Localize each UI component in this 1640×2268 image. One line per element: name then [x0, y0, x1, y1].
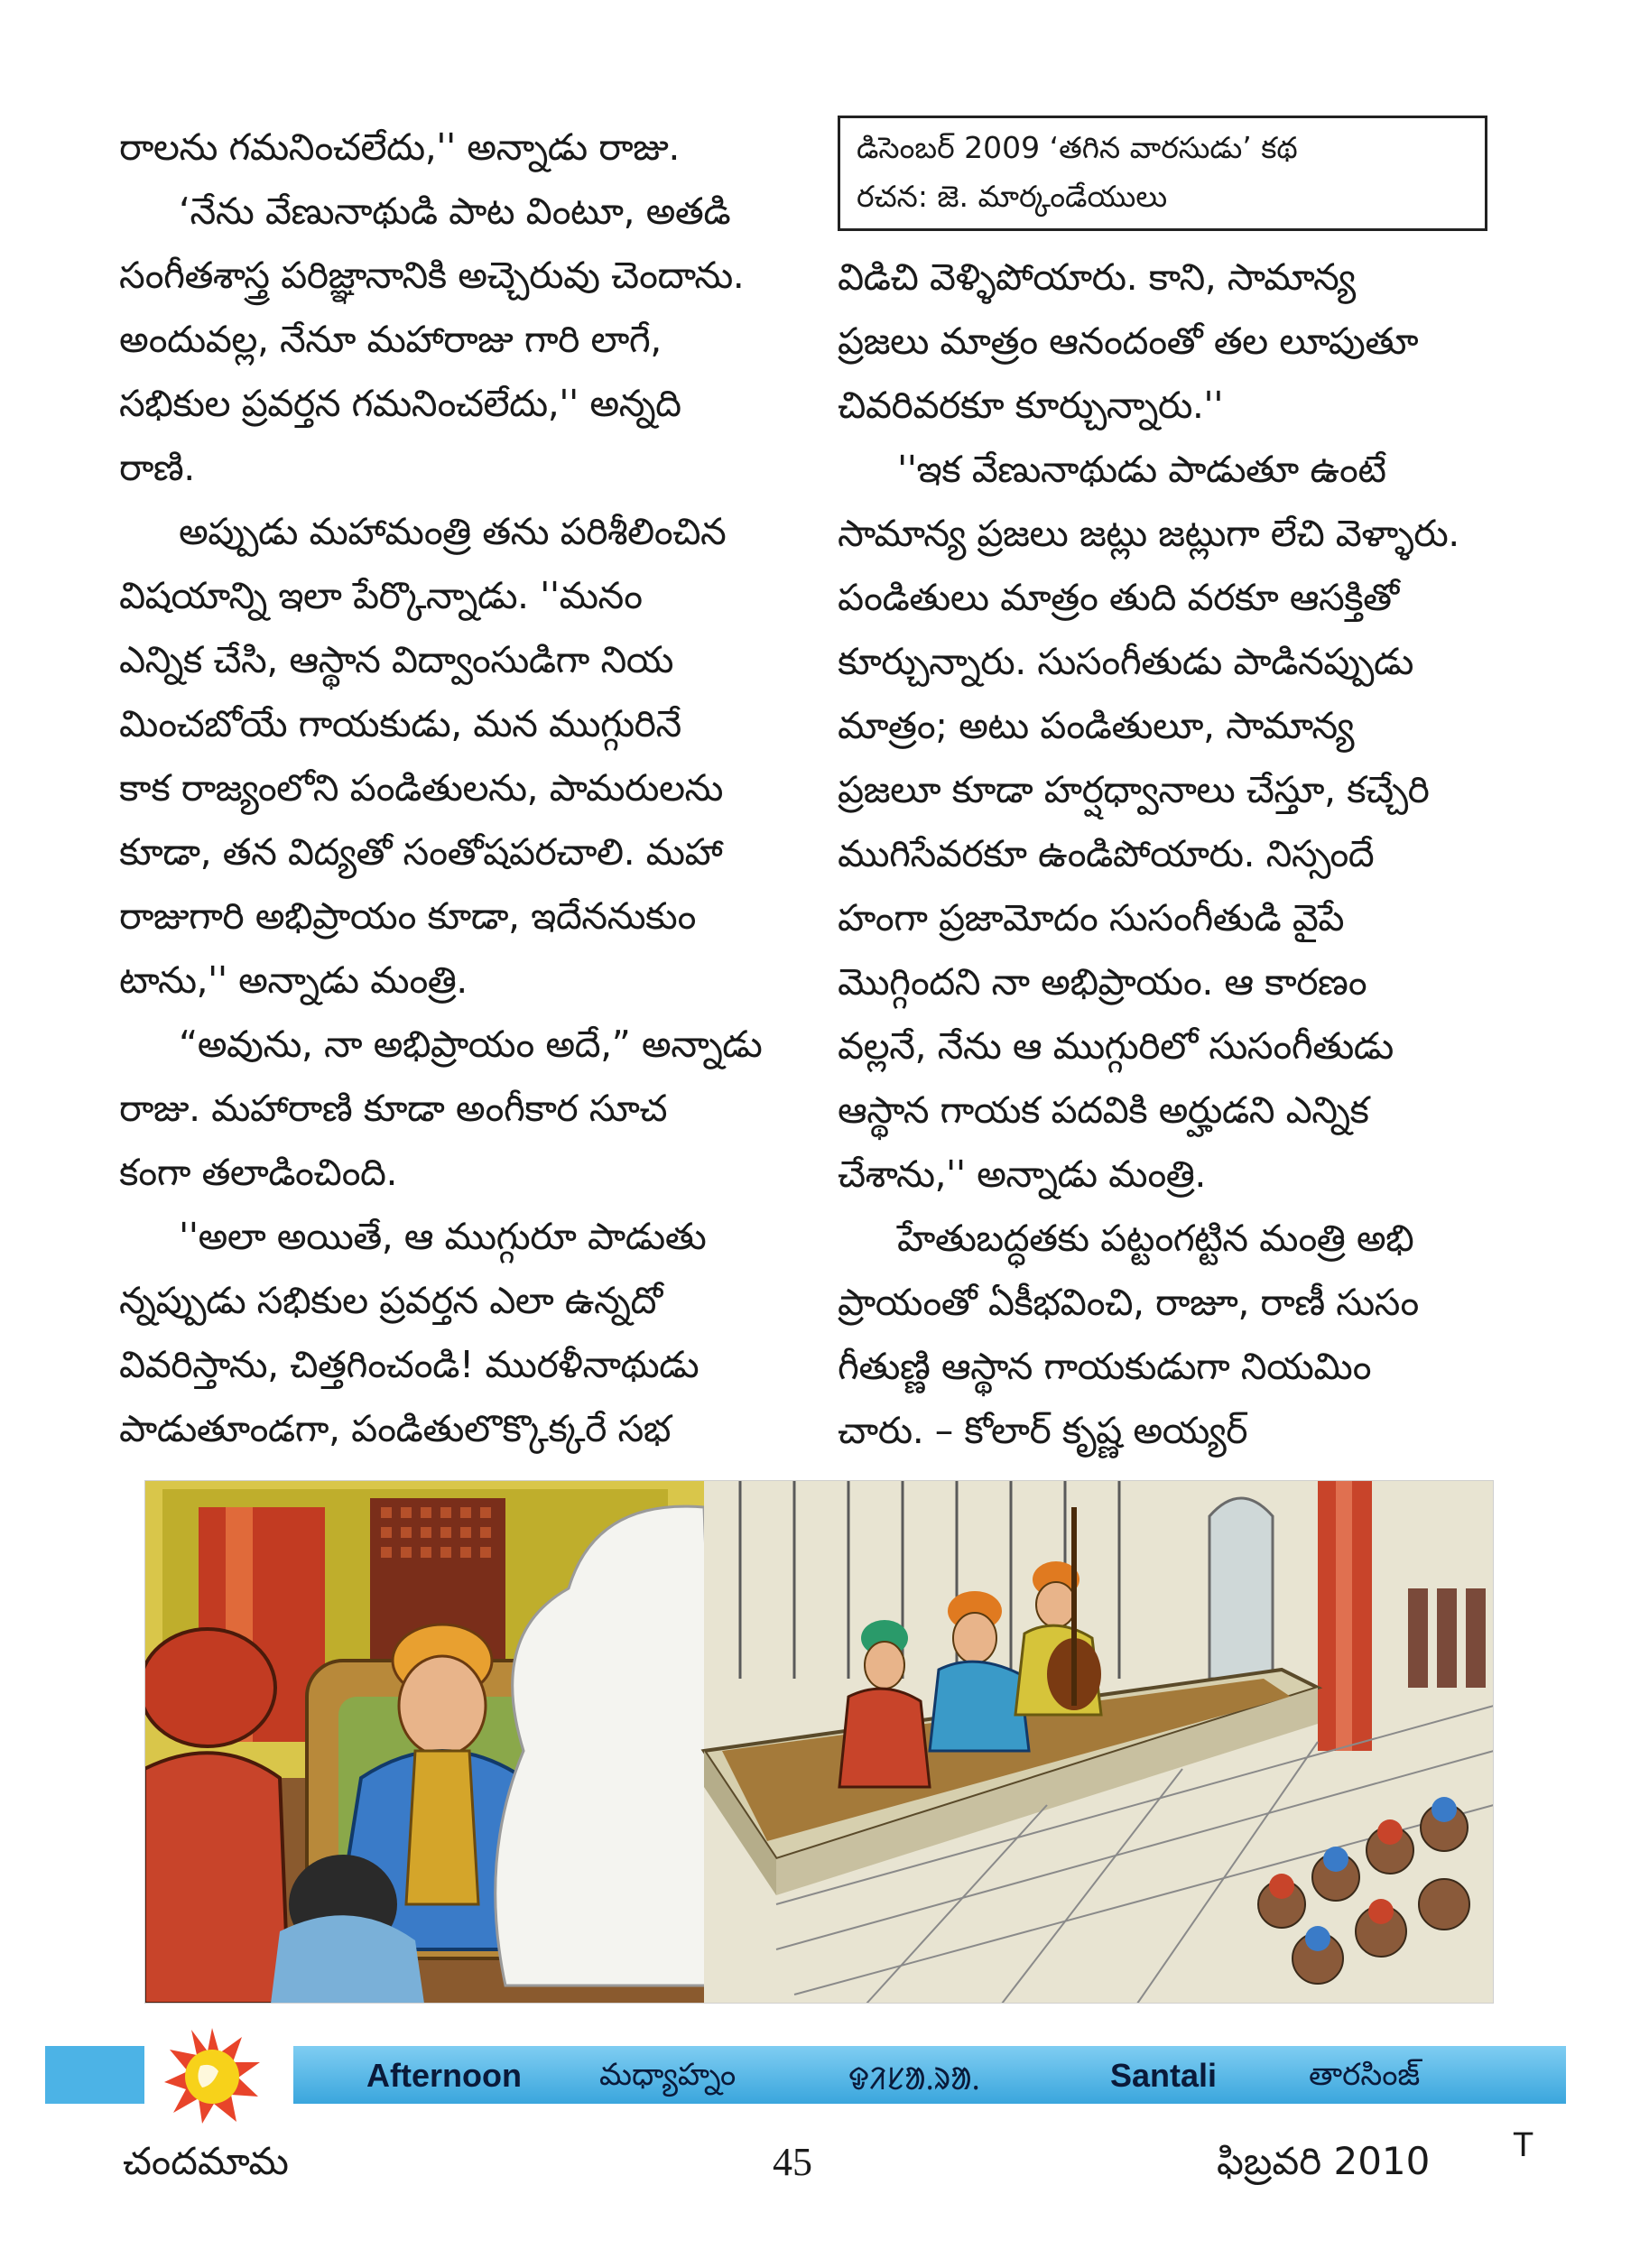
- right-text-line: గీతుణ్ణి ఆస్థాన గాయకుడుగా నియమిం: [838, 1345, 1371, 1388]
- right-text-line: కూర్చున్నారు. సుసంగీతుడు పాడినప్పుడు: [838, 640, 1413, 683]
- left-text-line: పాడుతూండగా, పండితులొక్కొక్కరే సభ: [119, 1407, 671, 1450]
- court-scene-illustration: [144, 1480, 1494, 2004]
- word-santali-script: ᱫᱤᱥᱟᱹᱨᱟᱹ: [848, 2061, 980, 2097]
- right-text-line: ఆస్థాన గాయక పదవికి అర్హుడని ఎన్నిక: [838, 1088, 1369, 1132]
- credit-line-1: డిసెంబర్ 2009 ‘తగిన వారసుడు’ కథ: [857, 130, 1298, 165]
- right-text-line: చివరివరకూ కూర్చున్నారు.'': [838, 384, 1223, 427]
- credit-line-2: రచన: జె. మార్కండేయులు: [857, 179, 1168, 214]
- story-credit-box: [838, 116, 1487, 231]
- left-text-line: ఎన్నిక చేసి, ఆస్థాన విద్వాంసుడిగా నియ: [119, 638, 673, 681]
- right-text-line: ముగిసేవరకూ ఉండిపోయారు. నిస్సందే: [838, 832, 1375, 875]
- right-text-line: పండితులు మాత్రం తుది వరకూ ఆసక్తితో: [838, 576, 1399, 619]
- left-text-line: విషయాన్ని ఇలా పేర్కొన్నాడు. ''మనం: [119, 574, 643, 617]
- word-language: Santali: [1110, 2057, 1218, 2094]
- left-text-line: కూడా, తన విద్యతో సంతోషపరచాలి. మహా: [119, 830, 723, 874]
- vocabulary-strip: [45, 2042, 1566, 2107]
- left-text-line: సభికుల ప్రవర్తన గమనించలేదు,'' అన్నది: [119, 382, 681, 425]
- left-column: [119, 116, 787, 1461]
- sun-icon: [162, 2026, 262, 2125]
- right-text-line: ప్రజలూ కూడా హర్షధ్వానాలు చేస్తూ, కచ్చేరి: [838, 768, 1430, 811]
- issue-date: ఫిబ్రవరి 2010: [1217, 2139, 1431, 2183]
- left-text-line: వివరిస్తాను, చిత్తగించండి! మురళీనాథుడు: [119, 1343, 700, 1386]
- left-text-line: రాజుగారి అభిప్రాయం కూడా, ఇదేననుకుం: [119, 894, 696, 938]
- left-text-line: టాను,'' అన్నాడు మంత్రి.: [119, 958, 468, 1002]
- word-transliteration: తారసింజ్: [1309, 2057, 1421, 2093]
- page-number: 45: [773, 2140, 812, 2184]
- left-text-line: కంగా తలాడించింది.: [119, 1151, 397, 1194]
- word-english: Afternoon: [366, 2057, 522, 2094]
- right-text-line: ప్రజలు మాత్రం ఆనందంతో తల లూపుతూ: [838, 319, 1419, 363]
- left-text-line: అప్పుడు మహామంత్రి తను పరిశీలించిన: [179, 510, 727, 553]
- left-text-line: రాజు. మహారాణి కూడా అంగీకార సూచ: [119, 1087, 668, 1130]
- left-text-line: అందువల్ల, నేనూ మహారాజు గారి లాగే,: [119, 318, 662, 361]
- left-text-line: న్నప్పుడు సభికుల ప్రవర్తన ఎలా ఉన్నదో: [119, 1279, 662, 1322]
- left-text-line: సంగీతశాస్త్ర పరిజ్ఞానానికి అచ్చెరువు చెందాను.: [119, 254, 745, 297]
- right-text-line: వల్లనే, నేను ఆ ముగ్గురిలో సుసంగీతుడు: [838, 1024, 1394, 1068]
- left-text-line: ‘నేను వేణునాథుడి పాట వింటూ, అతడి: [179, 190, 731, 233]
- right-text-line: మొగ్గిందని నా అభిప్రాయం. ఆ కారణం: [838, 960, 1367, 1004]
- illustration-svg: [144, 1480, 1494, 2004]
- left-text-line: మించబోయే గాయకుడు, మన ముగ్గురినే: [119, 702, 681, 745]
- left-text-line: ''అలా అయితే, ఆ ముగ్గురూ పాడుతు: [179, 1215, 707, 1258]
- magazine-name: చందమామ: [123, 2139, 289, 2183]
- right-text-line: చారు. – కోలార్ కృష్ణ అయ్యర్: [838, 1409, 1248, 1452]
- right-text-line: హంగా ప్రజామోదం సుసంగీతుడి వైపే: [838, 896, 1345, 940]
- right-text-line: సామాన్య ప్రజలు జట్లు జట్లుగా లేచి వెళ్ళారు.: [838, 512, 1459, 555]
- right-text-line: మాత్రం; అటు పండితులూ, సామాన్య: [838, 704, 1355, 747]
- right-text-line: చేశాను,'' అన్నాడు మంత్రి.: [838, 1153, 1206, 1196]
- right-text-line: విడిచి వెళ్ళిపోయారు. కాని, సామాన్య: [838, 255, 1356, 299]
- left-text-line: రాలను గమనించలేదు,'' అన్నాడు రాజు.: [119, 125, 680, 169]
- right-column: [838, 245, 1487, 1463]
- right-text-line: హేతుబద్ధతకు పట్టంగట్టిన మంత్రి అభి: [897, 1217, 1414, 1260]
- left-text-line: “అవును, నా అభిప్రాయం అదే,” అన్నాడు: [179, 1023, 763, 1066]
- right-text-line: ప్రాయంతో ఏకీభవించి, రాజూ, రాణీ సుసం: [838, 1281, 1419, 1324]
- strip-left-block: [45, 2046, 144, 2104]
- left-text-line: రాణి.: [119, 446, 195, 489]
- corner-mark: T: [1513, 2126, 1534, 2164]
- right-text-line: ''ఇక వేణునాథుడు పాడుతూ ఉంటే: [897, 448, 1386, 491]
- word-telugu: మధ్యాహ్నం: [599, 2057, 737, 2093]
- left-text-line: కాక రాజ్యంలోని పండితులను, పామరులను: [119, 766, 723, 810]
